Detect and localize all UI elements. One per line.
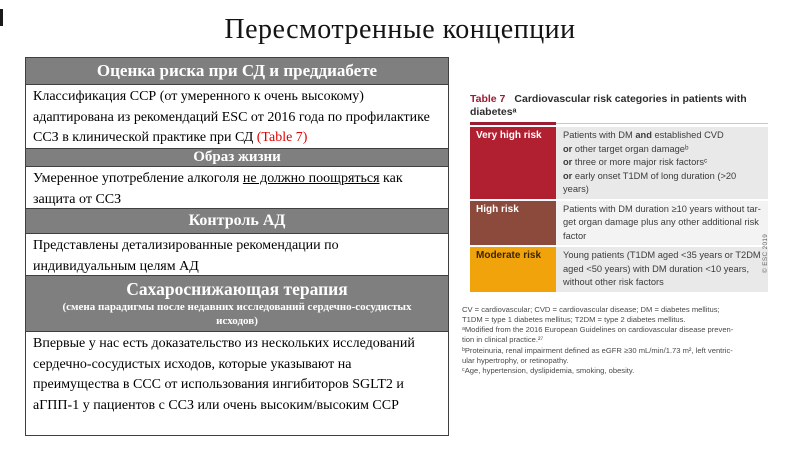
criteria-line: or three or more major risk factorsᶜ <box>563 157 708 167</box>
risk-criteria-high <box>556 201 768 246</box>
section-body-bp-control: Представлены детализированные рекомендации по индивидуальным целям АД <box>25 233 449 276</box>
table7-heading <box>470 93 796 118</box>
risk-criteria-very-high <box>556 127 768 199</box>
criteria-line: Young patients (T1DM aged <35 years or T2DM <box>563 250 761 260</box>
risk-criteria-moderate <box>556 247 768 292</box>
table-row-moderate-risk <box>470 247 768 292</box>
footnote-line: ᶜAge, hypertension, dyslipidemia, smoking, obesity. <box>462 366 635 376</box>
divider-accent-segment <box>470 122 556 125</box>
section-header-glucose-subtitle: (смена парадигмы после недавних исследований сердечно-сосудистых исходов) <box>62 301 412 327</box>
footnote-line: ular hypertrophy, or retinopathy. <box>462 355 569 365</box>
criteria-line: get organ damage plus any other additional risk <box>563 217 759 227</box>
footnote-line: ᵃModified from the 2016 European Guidelines on cardiovascular disease preven- <box>462 325 734 335</box>
section-header-bp-control: Контроль АД <box>25 208 449 234</box>
table-accent-divider <box>470 122 768 125</box>
section-header-glucose-therapy <box>25 275 449 332</box>
criteria-line: Patients with DM duration ≥10 years without tar- <box>563 203 761 214</box>
risk-label-very-high: Very high risk <box>470 127 556 199</box>
section-header-glucose-title: Сахароснижающая терапия <box>126 279 348 299</box>
concepts-panel <box>25 57 449 436</box>
footnote-line: tion in clinical practice.²⁷ <box>462 335 544 345</box>
section-header-lifestyle: Образ жизни <box>25 148 449 167</box>
esc-copyright-label: © ESC 2019 <box>762 233 769 273</box>
criteria-line: without other risk factors <box>563 277 664 287</box>
table7-title-text: Cardiovascular risk categories in patients with <box>514 93 747 105</box>
table7-figure <box>460 88 796 377</box>
section-body-risk-assessment: Классификация ССР (от умеренного к очень высокому) адаптирована из рекомендаций ESC от 2016 года по профилактике ССЗ в клинической практике при СД (Table 7) <box>25 84 449 149</box>
criteria-line: or early onset T1DM of long duration (>20 years) <box>563 170 737 194</box>
section-body-lifestyle: Умеренное употребление алкоголя не должно поощряться как защита от ССЗ <box>25 166 449 209</box>
divider-line-segment <box>556 123 768 124</box>
table-row-very-high-risk <box>470 127 768 199</box>
criteria-line: aged <50 years) with DM duration <10 years, <box>563 263 750 274</box>
section-body-glucose-therapy: Впервые у нас есть доказательство из нескольких исследований сердечно-сосудистых исходов, которые указывают на преимущества в ССС от использования ингибиторов SGLT2 и аГПП-1 у пациентов с ССЗ или очень высоким/высоким ССР <box>25 331 449 436</box>
footnote-line: ᵇProteinuria, renal impairment defined as eGFR ≥30 mL/min/1.73 m², left ventric- <box>462 345 733 355</box>
table7-number: Table 7 <box>470 93 506 105</box>
risk-table <box>470 127 768 292</box>
table-footnotes <box>462 305 792 377</box>
section-header-risk-assessment: Оценка риска при СД и преддиабете <box>25 57 449 85</box>
footnote-line: T1DM = type 1 diabetes mellitus; T2DM = type 2 diabetes mellitus. <box>462 314 686 324</box>
criteria-line: Patients with DM and established CVD <box>563 130 724 140</box>
risk-label-high: High risk <box>470 201 556 246</box>
slide-title: Пересмотренные концепции <box>224 14 576 45</box>
footnote-line: CV = cardiovascular; CVD = cardiovascular disease; DM = diabetes mellitus; <box>462 304 720 314</box>
criteria-line: or other target organ damageᵇ <box>563 143 689 154</box>
risk-label-moderate: Moderate risk <box>470 247 556 292</box>
table7-title-line2: diabetesᵃ <box>470 105 517 118</box>
criteria-line: factor <box>563 230 587 241</box>
table-row-high-risk <box>470 201 768 246</box>
